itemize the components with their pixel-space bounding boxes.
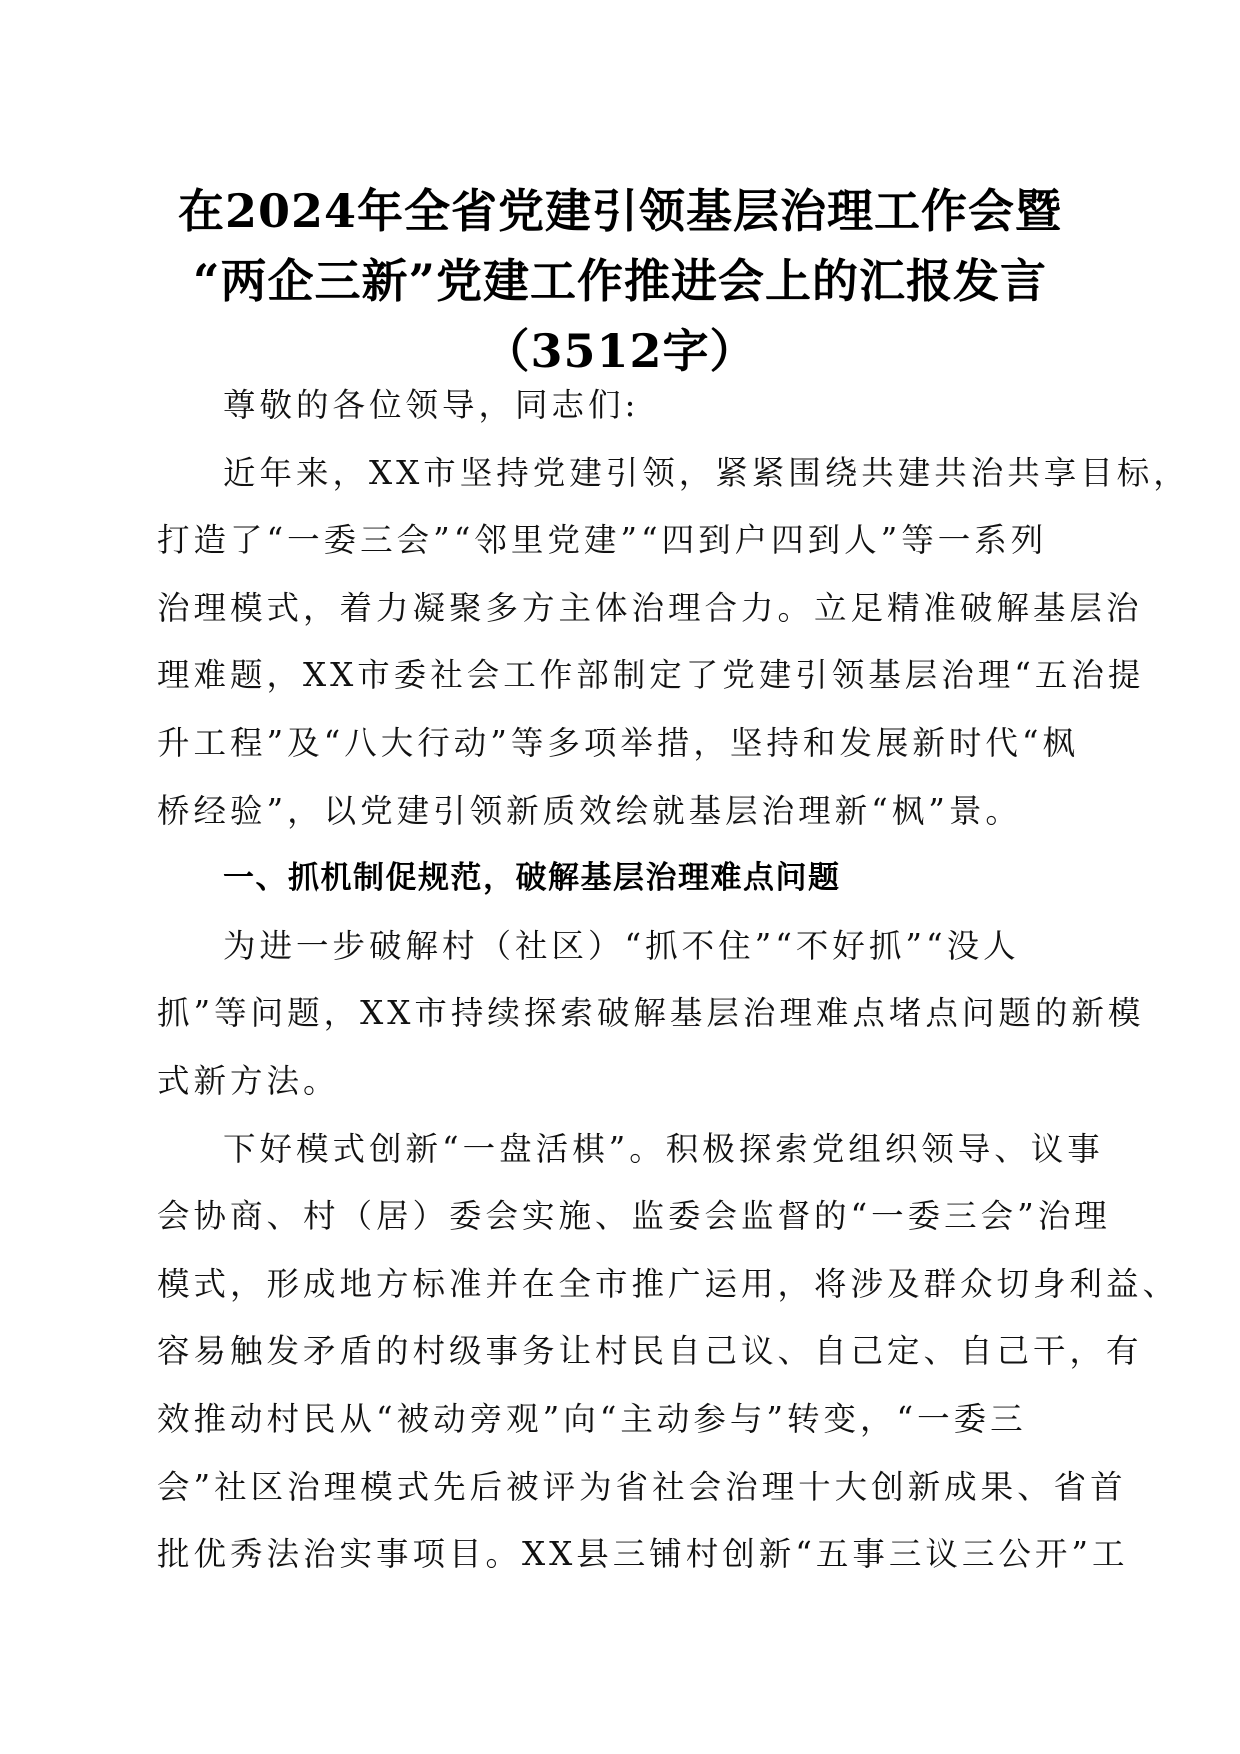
paragraph-line: 为进一步破解村（社区）“抓不住”“不好抓”“没人: [223, 926, 1020, 965]
title-word-count: （3512字）: [483, 324, 757, 378]
paragraph-line: 式新方法。: [157, 1061, 340, 1100]
section-heading: 一、抓机制促规范，破解基层治理难点问题: [223, 860, 841, 897]
paragraph-line: 治理模式，着力凝聚多方主体治理合力。立足精准破解基层治: [157, 588, 1143, 627]
title-line-2: “两企三新”党建工作推进会上的汇报发言: [193, 254, 1047, 308]
paragraph-line: 会协商、村（居）委会实施、监委会监督的“一委三会”治理: [157, 1197, 1111, 1236]
document-title: [150, 176, 1090, 386]
paragraph-line: 抓”等问题，XX市持续探索破解基层治理难点堵点问题的新模: [157, 994, 1145, 1033]
paragraph-line: 升工程”及“八大行动”等多项举措，坚持和发展新时代“枫: [157, 723, 1079, 762]
salutation: 尊敬的各位领导，同志们:: [223, 386, 640, 424]
paragraph-line: 效推动村民从“被动旁观”向“主动参与”转变，“一委三: [157, 1399, 1027, 1438]
section-intro-paragraph: [157, 913, 1145, 1116]
paragraph-line: 批优秀法治实事项目。XX县三铺村创新“五事三议三公开”工: [157, 1535, 1129, 1574]
title-line-1: 在2024年全省党建引领基层治理工作会暨: [177, 184, 1063, 238]
intro-paragraph: [157, 440, 1190, 846]
salutation-paragraph: [157, 372, 1083, 440]
paragraph-line: 模式，形成地方标准并在全市推广运用，将涉及群众切身利益、: [157, 1264, 1180, 1303]
paragraph-line: 近年来，XX市坚持党建引领，紧紧围绕共建共治共享目标，: [223, 453, 1190, 492]
paragraph-line: 容易触发矛盾的村级事务让村民自己议、自己定、自己干，有: [157, 1332, 1143, 1371]
paragraph-line: 会”社区治理模式先后被评为省社会治理十大创新成果、省首: [157, 1467, 1127, 1506]
paragraph-line: 打造了“一委三会”“邻里党建”“四到户四到人”等一系列: [157, 521, 1048, 560]
paragraph-line: 桥经验”，以党建引领新质效绘就基层治理新“枫”景。: [157, 791, 1022, 830]
model-innovation-paragraph: [157, 1116, 1180, 1589]
document-body: [157, 372, 1190, 1589]
paragraph-line: 理难题，XX市委社会工作部制定了党建引领基层治理“五治提: [157, 656, 1145, 695]
paragraph-line: 下好模式创新“一盘活棋”。积极探索党组织领导、议事: [223, 1129, 1104, 1168]
